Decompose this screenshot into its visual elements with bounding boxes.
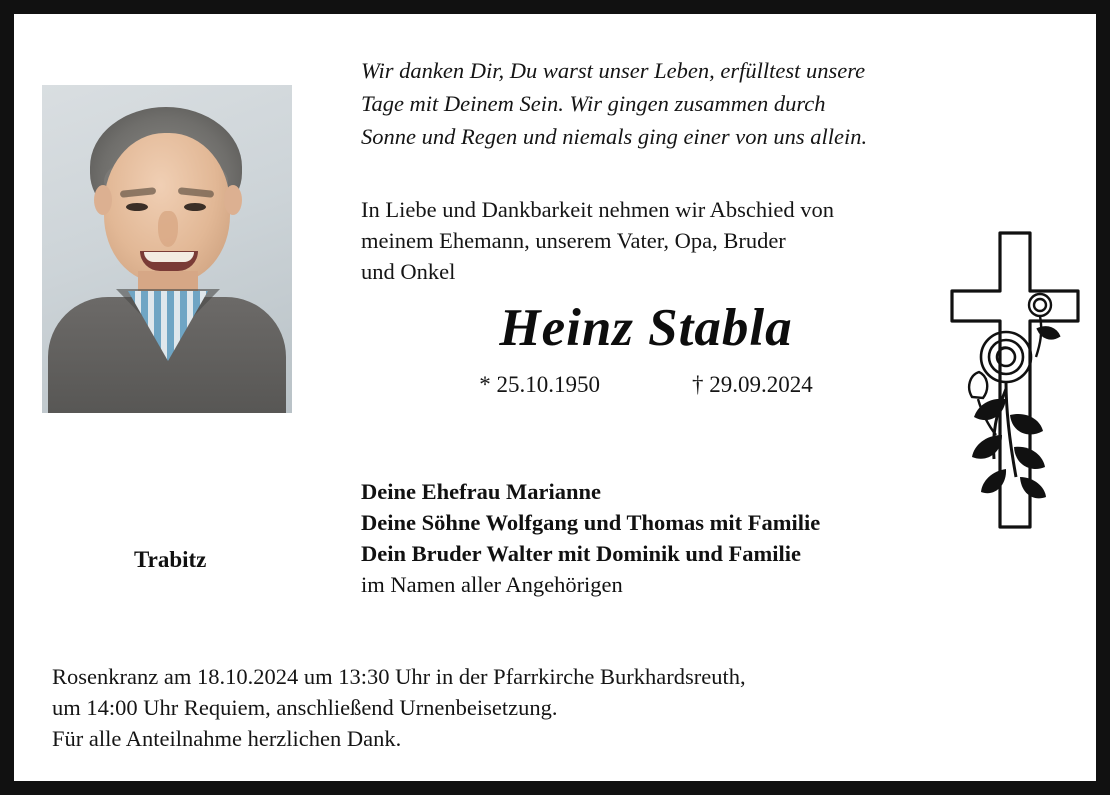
family-line-2: Deine Söhne Wolfgang und Thomas mit Familie bbox=[361, 510, 821, 535]
surviving-family bbox=[361, 476, 1001, 600]
family-line-4: im Namen aller Angehörigen bbox=[361, 572, 623, 597]
intro-line-3: und Onkel bbox=[361, 259, 456, 284]
verse-line-2: Tage mit Deinem Sein. Wir gingen zusammen durch bbox=[361, 91, 826, 116]
portrait-ear-right bbox=[224, 185, 242, 215]
death-date: † 29.09.2024 bbox=[692, 372, 813, 397]
verse-line-3: Sonne und Regen und niemals ging einer von uns allein. bbox=[361, 124, 868, 149]
memorial-verse bbox=[361, 54, 1061, 153]
deceased-name: Heinz Stabla bbox=[499, 299, 793, 357]
portrait-photo bbox=[42, 85, 292, 413]
portrait-ear-left bbox=[94, 185, 112, 215]
footer-line-2: um 14:00 Uhr Requiem, anschließend Urnenbeisetzung. bbox=[52, 695, 558, 720]
portrait-nose bbox=[158, 211, 178, 247]
portrait-eye-left bbox=[126, 203, 148, 211]
family-line-3: Dein Bruder Walter mit Dominik und Familie bbox=[361, 541, 802, 566]
place-name: Trabitz bbox=[134, 547, 207, 572]
cross-with-roses-icon bbox=[944, 229, 1084, 534]
family-line-1: Deine Ehefrau Marianne bbox=[361, 479, 601, 504]
portrait-illustration bbox=[42, 85, 292, 413]
birth-date: * 25.10.1950 bbox=[479, 372, 600, 397]
verse-line-1: Wir danken Dir, Du warst unser Leben, erfülltest unsere bbox=[361, 58, 866, 83]
life-dates bbox=[361, 372, 931, 398]
portrait-eye-right bbox=[184, 203, 206, 211]
intro-line-2: meinem Ehemann, unserem Vater, Opa, Bruder bbox=[361, 228, 786, 253]
service-details bbox=[52, 661, 1062, 754]
intro-line-1: In Liebe und Dankbarkeit nehmen wir Abschied von bbox=[361, 197, 834, 222]
portrait-teeth bbox=[144, 252, 194, 262]
farewell-intro bbox=[361, 194, 981, 287]
footer-line-1: Rosenkranz am 18.10.2024 um 13:30 Uhr in der Pfarrkirche Burkhardsreuth, bbox=[52, 664, 746, 689]
footer-line-3: Für alle Anteilnahme herzlichen Dank. bbox=[52, 726, 402, 751]
obituary-inner bbox=[14, 14, 1096, 781]
